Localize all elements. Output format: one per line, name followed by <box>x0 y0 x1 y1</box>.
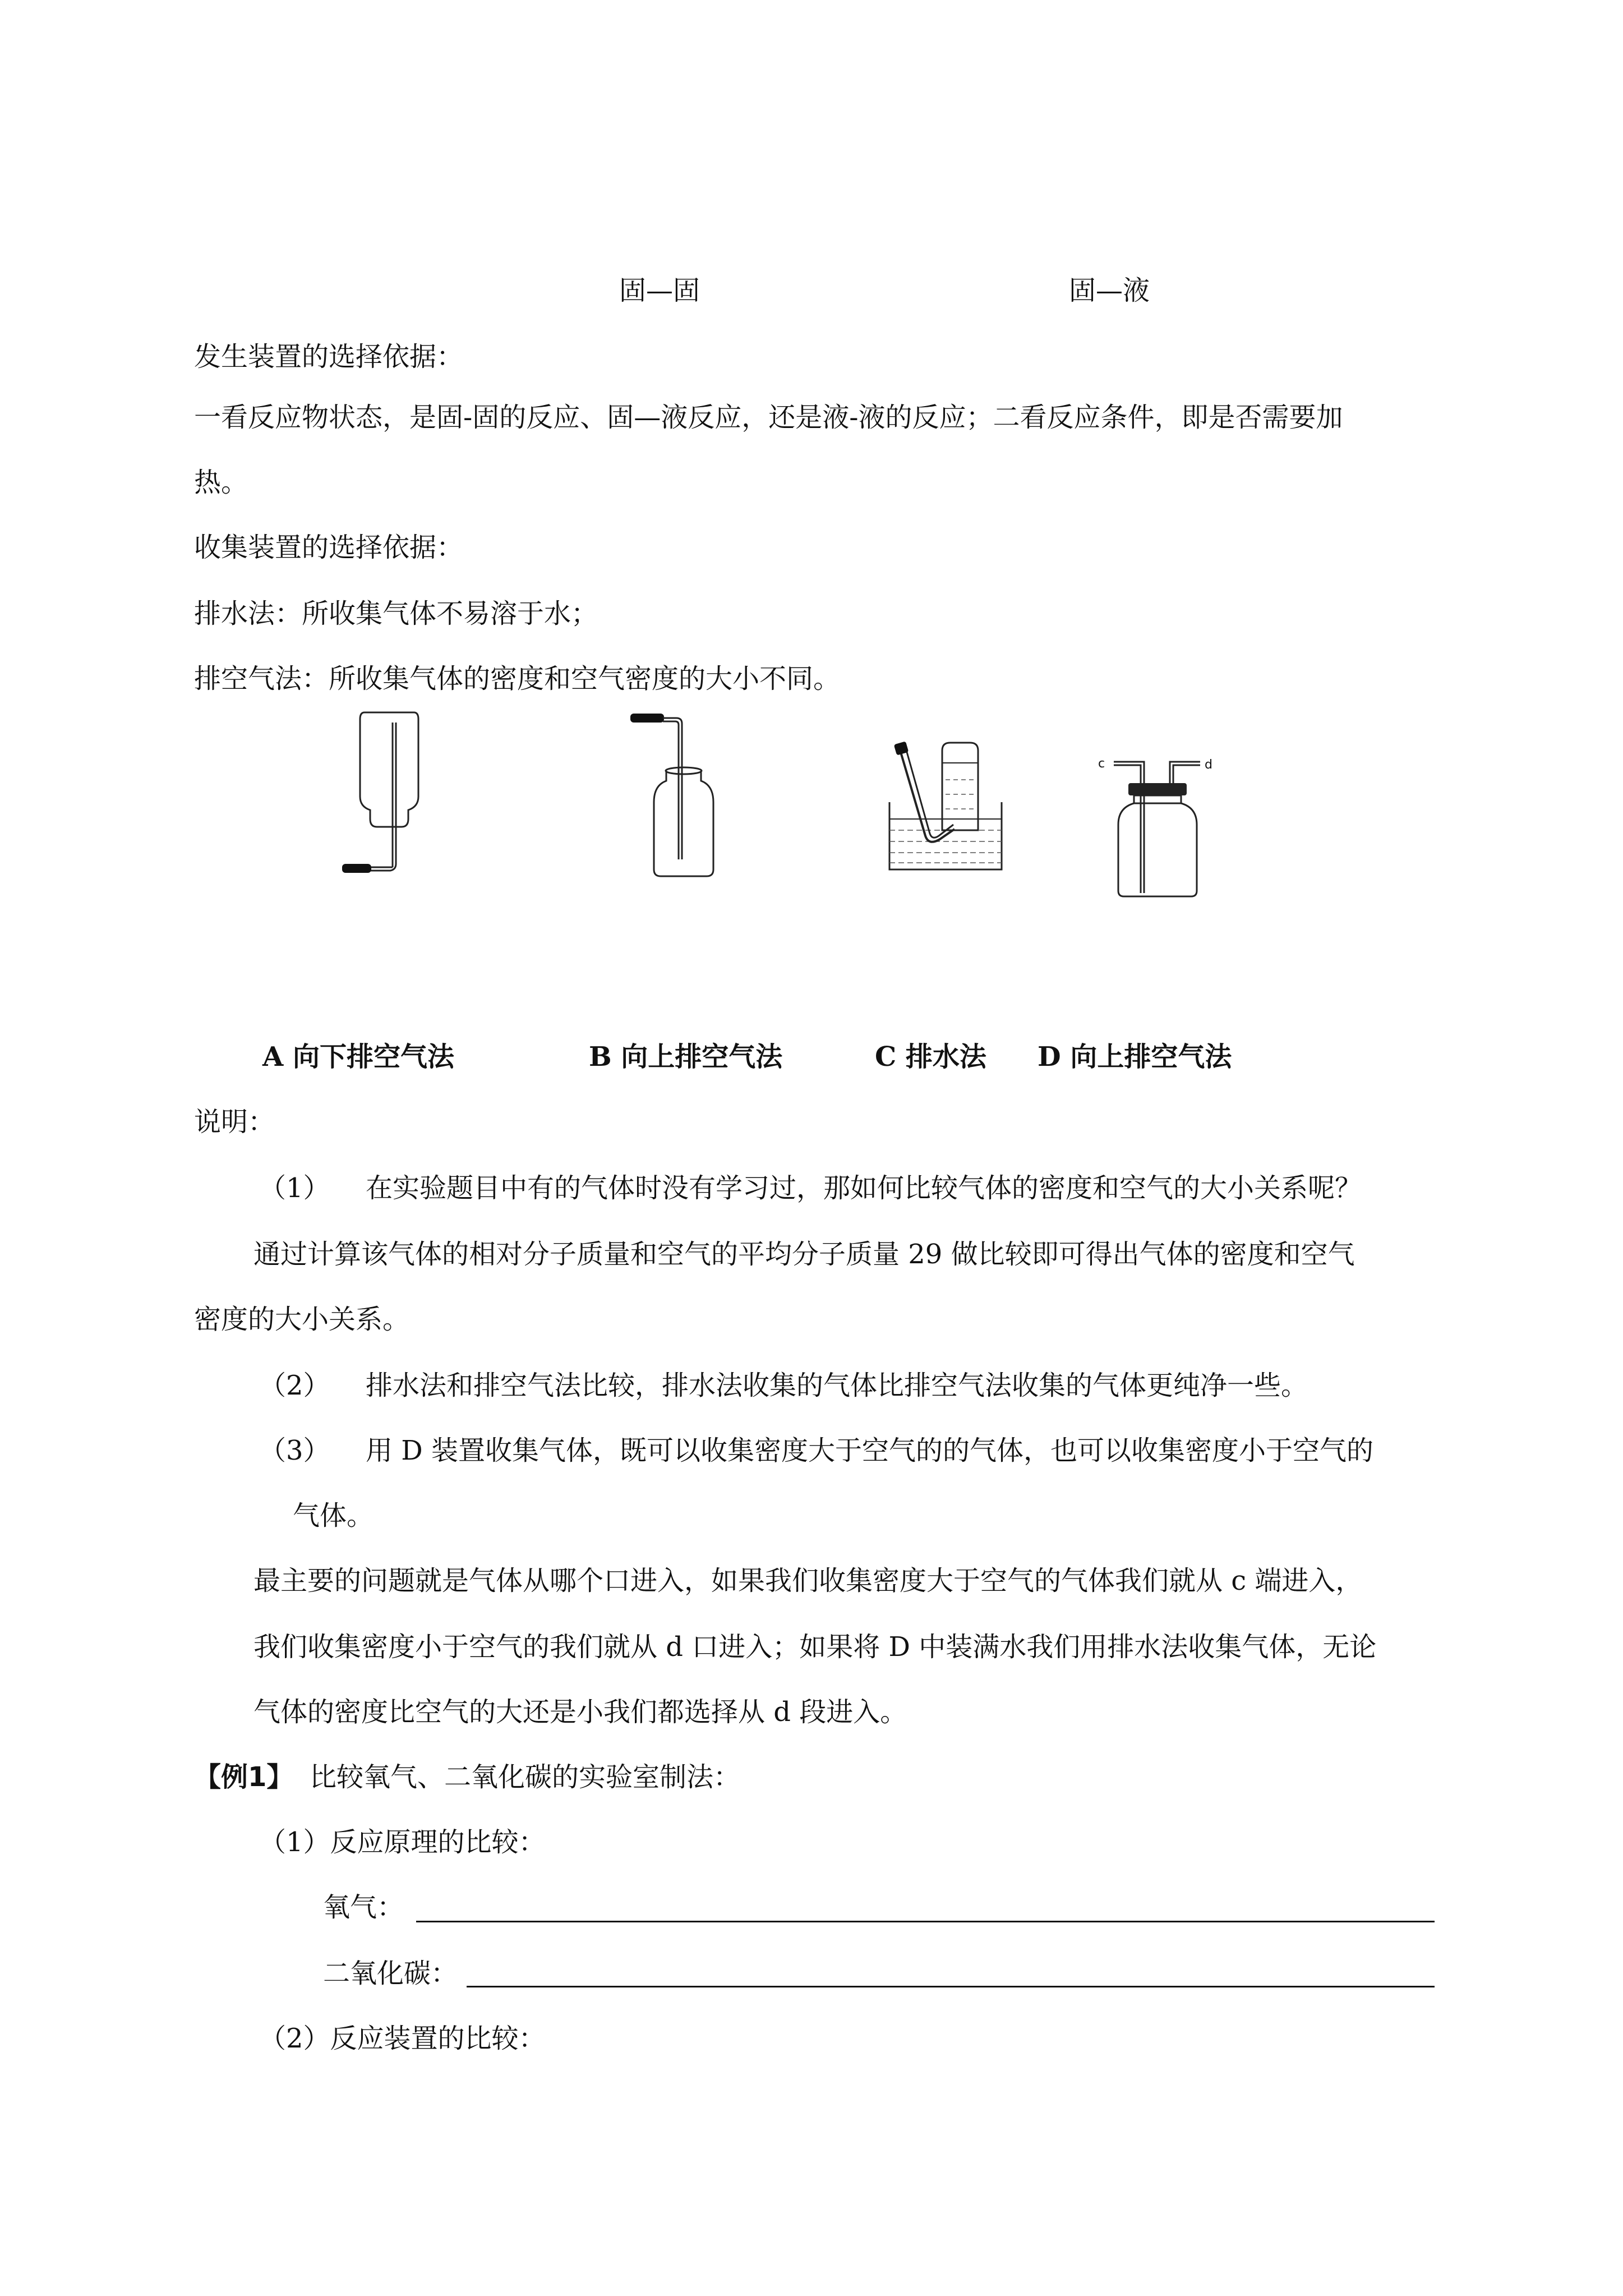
question-2: （2）反应装置的比较： <box>259 2023 546 2054</box>
main-issue-line-1: 最主要的问题就是气体从哪个口进入，如果我们收集密度大于空气的气体我们就从 c 端进入， <box>253 1565 1363 1596</box>
oxygen-answer-line[interactable] <box>416 1921 1435 1922</box>
main-issue-line-3: 气体的密度比空气的大还是小我们都选择从 d 段进入。 <box>253 1696 907 1728</box>
caption-a: A 向下排空气法 <box>262 1041 454 1073</box>
oxygen-label: 氧气： <box>323 1892 404 1923</box>
apparatus-b-upright-bottle <box>623 712 735 881</box>
main-issue-line-2: 我们收集密度小于空气的我们就从 d 口进入；如果将 D 中装满水我们用排水法收集气体，无论 <box>253 1631 1377 1663</box>
water-method-line: 排水法：所收集气体不易溶于水； <box>194 598 598 629</box>
note-2-number: （2） <box>259 1370 330 1401</box>
caption-d: D 向上排空气法 <box>1038 1041 1232 1073</box>
apparatus-d-gas-bottle <box>1088 753 1223 899</box>
caption-c: C 排水法 <box>875 1041 986 1073</box>
co2-answer-line[interactable] <box>467 1986 1435 1987</box>
question-1: （1）反应原理的比较： <box>259 1826 546 1858</box>
co2-label: 二氧化碳： <box>323 1958 458 1989</box>
port-c-label: c <box>1098 757 1105 771</box>
note-1-text: 在实验题目中有的气体时没有学习过，那如何比较气体的密度和空气的大小关系呢？ <box>366 1172 1362 1204</box>
note-1-number: （1） <box>259 1172 330 1204</box>
port-d-label: d <box>1205 758 1212 772</box>
note-1-detail-line-2: 密度的大小关系。 <box>194 1304 410 1335</box>
apparatus-c-water-trough <box>886 740 1021 875</box>
generator-basis-line-1: 一看反应物状态，是固-固的反应、固—液反应，还是液-液的反应；二看反应条件，即是否需要加 <box>194 402 1343 433</box>
air-method-line: 排空气法：所收集气体的密度和空气密度的大小不同。 <box>194 663 841 694</box>
example-tag: 【例1】 <box>194 1761 294 1793</box>
generator-basis-title: 发生装置的选择依据： <box>194 341 464 372</box>
note-3-text-line-2: 气体。 <box>293 1500 374 1531</box>
collect-basis-title: 收集装置的选择依据： <box>194 532 464 563</box>
note-3-text: 用 D 装置收集气体，既可以收集密度大于空气的的气体，也可以收集密度小于空气的 <box>366 1435 1374 1466</box>
caption-b: B 向上排空气法 <box>589 1041 783 1073</box>
example-title: 比较氧气、二氧化碳的实验室制法： <box>310 1761 741 1793</box>
note-2-text: 排水法和排空气法比较，排水法收集的气体比排空气法收集的气体更纯净一些。 <box>366 1370 1308 1401</box>
apparatus-a-inverted-bottle <box>331 707 437 881</box>
label-solid-solid: 固—固 <box>619 275 700 306</box>
note-3-number: （3） <box>259 1435 330 1466</box>
label-solid-liquid: 固—液 <box>1069 275 1150 306</box>
generator-basis-line-2: 热。 <box>194 467 248 498</box>
note-1-detail-line-1: 通过计算该气体的相对分子质量和空气的平均分子质量 29 做比较即可得出气体的密度和空气 <box>253 1239 1355 1270</box>
explanation-title: 说明： <box>194 1106 275 1138</box>
